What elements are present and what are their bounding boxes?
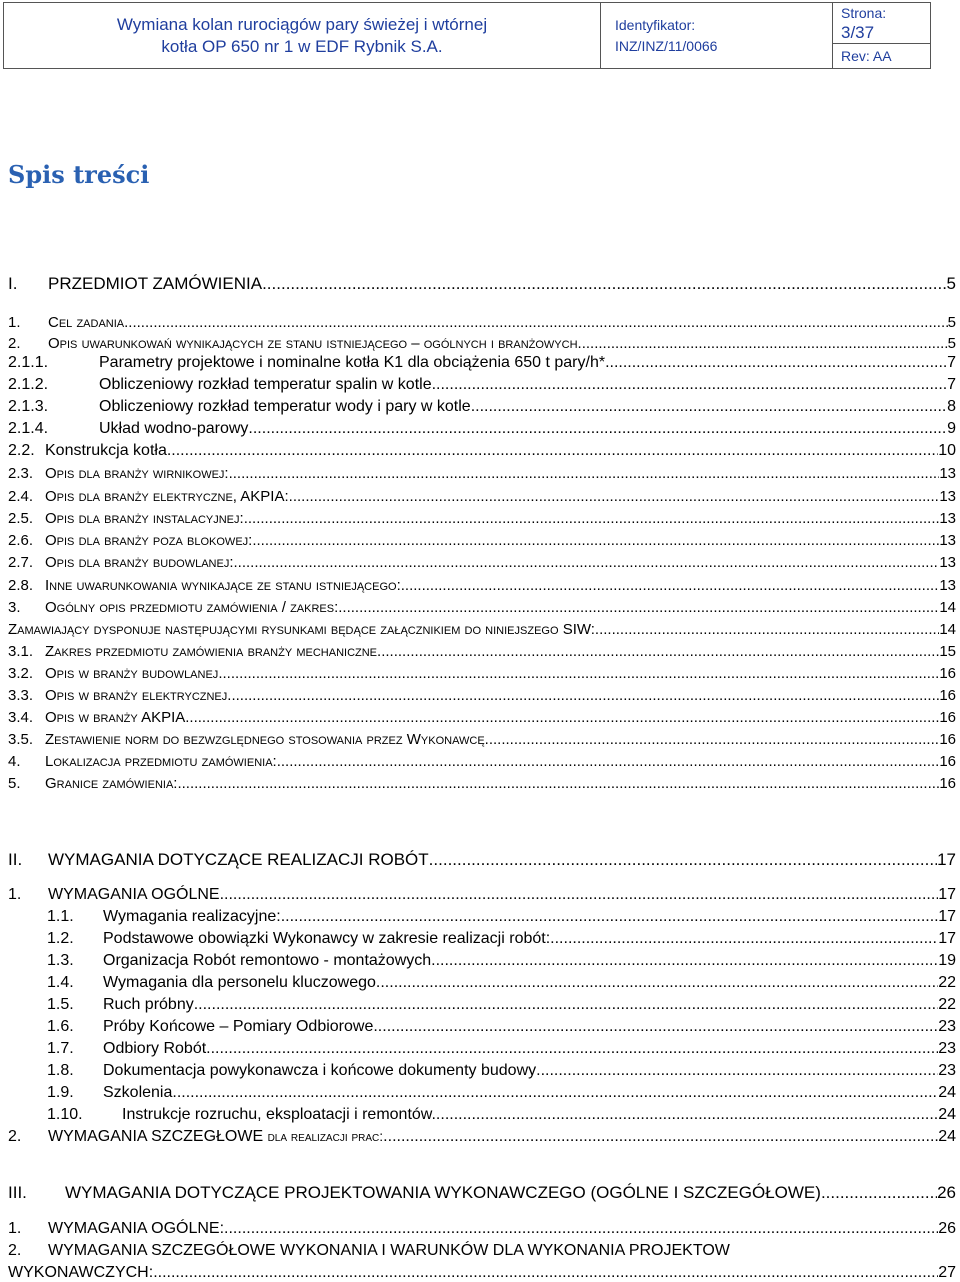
toc-entry-page: 17 [938, 886, 956, 903]
toc-entry-page: 22 [938, 996, 956, 1013]
toc-entry[interactable] [8, 396, 956, 416]
toc-entry-leader-dots [229, 465, 940, 482]
toc-entry-page: 26 [937, 1183, 956, 1202]
toc-entry-number: 1.5. [47, 996, 74, 1013]
toc-entry-leader-dots [377, 643, 939, 660]
toc-entry-title: Opis dla branży budowlanej: [45, 554, 234, 571]
toc-entry-page: 17 [938, 930, 956, 947]
toc-entry[interactable] [47, 972, 956, 992]
toc-entry-page: 5 [947, 335, 956, 352]
toc-entry-leader-dots [171, 442, 938, 460]
toc-entry-number: 5. [8, 775, 21, 792]
toc-entry-page: 8 [947, 398, 956, 415]
toc-entry-title: Lokalizacja przedmiotu zamówienia: [45, 753, 277, 770]
toc-entry-number: 4. [8, 753, 21, 770]
toc-entry-leader-dots [489, 731, 939, 748]
toc-entry[interactable] [8, 1183, 956, 1203]
toc-entry-number: 1. [8, 314, 21, 331]
toc-entry-page: 13 [939, 465, 956, 482]
toc-entry-title: Odbiory Robót. [103, 1040, 211, 1057]
toc-entry-number: 1.3. [47, 952, 74, 969]
toc-entry-leader-dots [262, 274, 946, 294]
toc-entry-leader-dots [605, 354, 947, 372]
toc-entry[interactable] [8, 485, 956, 505]
toc-entry-number: II. [8, 850, 23, 869]
toc-entry-title: Wymagania dla personelu kluczowego [103, 974, 376, 991]
toc-entry-title: WYMAGANIA OGÓLNE: [48, 1220, 225, 1237]
toc-entry-number: I. [8, 274, 18, 293]
toc-entry-number: 2. [8, 1128, 22, 1145]
toc-entry-leader-dots [172, 1084, 938, 1102]
toc-entry-title: Zamawiający dysponuje następującymi rysunkami będące załącznikiem do niniejszego SIW: [8, 621, 595, 638]
toc-entry-title: WYKONAWCZYCH: [8, 1264, 154, 1281]
toc-entry-leader-dots [248, 420, 947, 438]
toc-entry-leader-dots [281, 908, 938, 926]
page-rev-cell [833, 3, 930, 68]
toc-entry-title: Dokumentacja powykonawcza i końcowe dokumenty budowy [103, 1062, 537, 1079]
toc-entry-number: 2.1.1. [8, 354, 49, 371]
toc-entry-title: Opis w branży budowlanej [45, 665, 219, 682]
toc-entry-number: 3. [8, 599, 21, 616]
toc-entry-page: 24 [938, 1084, 956, 1101]
toc-entry-page: 13 [939, 577, 956, 594]
toc-entry[interactable] [47, 994, 956, 1014]
toc-entry-title: Ogólny opis przedmiotu zamówienia / zakres: [45, 599, 339, 616]
toc-entry-leader-dots [595, 621, 939, 638]
toc-entry-leader-dots [429, 850, 937, 870]
toc-entry-leader-dots [153, 1264, 938, 1282]
toc-entry-leader-dots [218, 665, 939, 682]
toc-entry-leader-dots [220, 886, 939, 904]
toc-entry-page: 7 [947, 354, 956, 371]
toc-entry[interactable] [8, 640, 956, 660]
toc-entry-page: 9 [947, 420, 956, 437]
toc-entry-number: 2.1.4. [8, 420, 49, 437]
toc-entry[interactable] [8, 462, 956, 482]
toc-entry-title: Opis dla branży instalacyjnej: [45, 510, 244, 527]
toc-entry-page: 23 [938, 1018, 956, 1035]
toc-entry[interactable] [8, 311, 956, 331]
toc-entry[interactable] [8, 1262, 956, 1282]
toc-entry-page: 5 [947, 314, 956, 331]
toc-entry[interactable] [8, 728, 956, 748]
identifier-cell [601, 3, 833, 68]
toc-entry-page: 16 [939, 709, 956, 726]
toc-entry-title: Opis w branży AKPIA [45, 709, 186, 726]
toc-entry-title: Ruch próbny [103, 996, 194, 1013]
toc-entry-title: Szkolenia [103, 1084, 173, 1101]
toc-entry-page: 7 [947, 376, 956, 393]
toc-entry-number: 1.9. [47, 1084, 74, 1101]
toc-entry-page: 10 [938, 442, 956, 459]
toc-entry-page: 17 [937, 850, 956, 869]
revision-label: Rev: AA [841, 48, 892, 64]
toc-entry-page: 26 [938, 1220, 956, 1237]
toc-entry-page: 13 [939, 488, 956, 505]
toc-entry-leader-dots [252, 532, 939, 549]
toc-entry-title: Zestawienie norm do bezwzględnego stosowania przez Wykonawcę. [45, 731, 489, 748]
toc-entry[interactable] [8, 1240, 956, 1260]
toc-entry-number: 2.1.2. [8, 376, 49, 393]
toc-entry-number: 1.4. [47, 974, 74, 991]
toc-entry-leader-dots [550, 930, 938, 948]
toc-entry-page: 5 [946, 274, 956, 293]
toc-entry-number: 3.5. [8, 731, 34, 748]
toc-entry-number: 1. [8, 886, 22, 903]
toc-entry-number: 3.4. [8, 709, 34, 726]
toc-entry-title: Układ wodno-parowy [99, 420, 249, 437]
toc-entry[interactable] [47, 928, 956, 948]
toc-entry-title: WYMAGANIA SZCZEGŁOWE dla realizacji prac: [48, 1128, 384, 1145]
toc-entry-title: Inne uwarunkowania wynikające ze stanu istniejącego: [45, 577, 401, 594]
toc-entry-number: 1.8. [47, 1062, 74, 1079]
toc-entry-leader-dots [821, 1183, 937, 1203]
toc-entry-leader-dots [376, 974, 938, 992]
toc-entry[interactable] [8, 551, 956, 571]
toc-entry-number: 2. [8, 335, 21, 352]
toc-entry-leader-dots [233, 554, 939, 571]
toc-entry-leader-dots [289, 488, 940, 505]
toc-entry-number: 1. [8, 1220, 22, 1237]
document-title-line2: kotła OP 650 nr 1 w EDF Rybnik S.A. [161, 36, 443, 56]
toc-entry-title: Obliczeniowy rozkład temperatur wody i pary w kotle [99, 398, 471, 415]
toc-entry[interactable] [8, 418, 956, 438]
toc-entry-title: Opis dla branży wirnikowej: [45, 465, 229, 482]
toc-entry-number: 2.3. [8, 465, 34, 482]
toc-entry[interactable] [8, 332, 956, 352]
toc-entry-page: 15 [939, 643, 956, 660]
toc-entry-title: Cel zadania [48, 314, 125, 331]
toc-entry-title: Obliczeniowy rozkład temperatur spalin w kotle [99, 376, 432, 393]
toc-entry-page: 14 [939, 599, 956, 616]
page-label: Strona: [841, 5, 887, 21]
toc-entry-number: 1.7. [47, 1040, 74, 1057]
toc-entry[interactable] [47, 906, 956, 926]
toc-entry-leader-dots [277, 753, 940, 770]
toc-entry-title: Organizacja Robót remontowo - montażowych. [103, 952, 436, 969]
toc-entry[interactable] [8, 706, 956, 726]
toc-entry-leader-dots [211, 1040, 939, 1058]
toc-entry-page: 23 [938, 1040, 956, 1057]
toc-entry[interactable] [8, 352, 956, 372]
toc-entry-number: 1.2. [47, 930, 74, 947]
toc-entry-number: 3.1. [8, 643, 34, 660]
toc-entry-leader-dots [227, 687, 939, 704]
toc-entry-leader-dots [436, 952, 939, 970]
toc-entry-page: 13 [939, 554, 956, 571]
toc-entry-page: 24 [938, 1106, 956, 1123]
toc-entry-title: Opis uwarunkowań wynikających ze stanu istniejącego – ogólnych i branżowych [48, 335, 578, 352]
toc-entry[interactable] [8, 574, 956, 594]
toc-entry[interactable] [8, 507, 956, 527]
toc-entry-leader-dots [185, 709, 939, 726]
toc-entry-title: Wymagania realizacyjne: [103, 908, 281, 925]
toc-entry[interactable] [8, 274, 956, 294]
toc-entry-title: Konstrukcja kotła. [45, 442, 172, 459]
toc-entry-title: Podstawowe obowiązki Wykonawcy w zakresie realizacji robót: [103, 930, 551, 947]
toc-entry-leader-dots [177, 775, 939, 792]
toc-entry-title: Zakres przedmiotu zamówienia branży mechaniczne [45, 643, 378, 660]
toc-entry-page: 16 [939, 687, 956, 704]
identifier-label: Identyfikator: [615, 16, 696, 33]
toc-entry[interactable] [8, 618, 956, 638]
toc-entry-leader-dots [401, 577, 940, 594]
toc-entry-page: 17 [938, 908, 956, 925]
toc-entry-page: 23 [938, 1062, 956, 1079]
toc-entry-leader-dots [471, 398, 947, 416]
toc-entry[interactable] [47, 1016, 956, 1036]
toc-entry-number: 1.6. [47, 1018, 74, 1035]
toc-entry-page: 16 [939, 731, 956, 748]
document-title-line1: Wymiana kolan rurociągów pary świeżej i wtórnej [116, 14, 488, 34]
toc-entry-page: 19 [938, 952, 956, 969]
toc-entry-leader-dots [432, 376, 948, 394]
toc-entry-page: 24 [938, 1128, 956, 1145]
toc-entry-leader-dots [436, 1106, 938, 1124]
toc-entry[interactable] [8, 1218, 956, 1238]
toc-entry-leader-dots [383, 1128, 938, 1146]
toc-entry-title: Granice zamówienia: [45, 775, 178, 792]
identifier-value: INZ/INZ/11/0066 [615, 37, 718, 54]
toc-entry-number: 2.7. [8, 554, 34, 571]
toc-entry-title: PRZEDMIOT ZAMÓWIENIA [48, 274, 263, 293]
toc-entry-leader-dots [194, 996, 938, 1014]
toc-entry-number: 2. [8, 1242, 22, 1259]
toc-entry-page: 16 [939, 753, 956, 770]
toc-entry-page: 27 [938, 1264, 956, 1281]
toc-entry[interactable] [47, 950, 956, 970]
toc-entry[interactable] [47, 1104, 956, 1124]
toc-entry-title: Parametry projektowe i nominalne kotła K1 dla obciążenia 650 t pary/h* [99, 354, 606, 371]
toc-entry-leader-dots [536, 1062, 938, 1080]
toc-entry[interactable] [8, 440, 956, 460]
toc-entry[interactable] [47, 1038, 956, 1058]
toc-entry[interactable] [8, 596, 956, 616]
toc-entry[interactable] [8, 884, 956, 904]
toc-entry-title: Opis w branży elektrycznej [45, 687, 228, 704]
toc-entry-number: 2.8. [8, 577, 34, 594]
toc-entry-number: 3.2. [8, 665, 34, 682]
toc-entry-number: 1.1. [47, 908, 74, 925]
toc-entry-number: 1.10. [47, 1106, 83, 1123]
document-title [4, 3, 601, 68]
toc-entry-title: Opis dla branży elektryczne, AKPIA: [45, 488, 289, 505]
toc-entry[interactable] [8, 529, 956, 549]
toc-entry-page: 16 [939, 775, 956, 792]
toc-entry-title: WYMAGANIA DOTYCZĄCE REALIZACJI ROBÓT [48, 850, 429, 869]
page-cell [833, 3, 930, 44]
toc-entry[interactable] [8, 850, 956, 870]
toc-entry-leader-dots [578, 335, 948, 352]
toc-entry-page: 13 [939, 510, 956, 527]
toc-entry[interactable] [8, 1126, 956, 1146]
page-number: 3/37 [841, 23, 875, 42]
toc-entry[interactable] [8, 662, 956, 682]
toc-entry-number: 2.5. [8, 510, 34, 527]
toc-entry-title: WYMAGANIA OGÓLNE [48, 886, 220, 903]
toc-entry[interactable] [47, 1082, 956, 1102]
toc-entry[interactable] [8, 374, 956, 394]
toc-entry[interactable] [8, 684, 956, 704]
toc-entry-number: 2.4. [8, 488, 34, 505]
toc-entry-number: 3.3. [8, 687, 34, 704]
toc-entry-number: 2.1.3. [8, 398, 49, 415]
document-header [3, 2, 931, 69]
toc-entry-page: 13 [939, 532, 956, 549]
toc-entry-leader-dots [224, 1220, 938, 1238]
toc-entry[interactable] [47, 1060, 956, 1080]
toc-entry-title: Instrukcje rozruchu, eksploatacji i remontów. [122, 1106, 436, 1123]
toc-entry-number: 2.2. [8, 442, 35, 459]
toc-entry-page: 16 [939, 665, 956, 682]
toc-entry-leader-dots [244, 510, 940, 527]
toc-entry-leader-dots [378, 1018, 938, 1036]
toc-entry-number: III. [8, 1183, 27, 1202]
toc-entry-page: 14 [939, 621, 956, 638]
toc-entry-number: 2.6. [8, 532, 34, 549]
toc-entry-page: 22 [938, 974, 956, 991]
toc-title: Spis treści [8, 160, 150, 189]
toc-entry-leader-dots [124, 314, 948, 331]
toc-entry[interactable] [8, 772, 956, 792]
toc-entry-leader-dots [338, 599, 939, 616]
toc-entry-title: Próby Końcowe – Pomiary Odbiorowe. [103, 1018, 378, 1035]
toc-entry[interactable] [8, 750, 956, 770]
toc-entry-title: WYMAGANIA DOTYCZĄCE PROJEKTOWANIA WYKONAWCZEGO (OGÓLNE I SZCZEGÓŁOWE) [65, 1183, 821, 1202]
toc-entry-title: WYMAGANIA SZCZEGÓŁOWE WYKONANIA I WARUNKÓW DLA WYKONANIA PROJEKTOW [48, 1242, 730, 1259]
toc-entry-title: Opis dla branży poza blokowej: [45, 532, 253, 549]
